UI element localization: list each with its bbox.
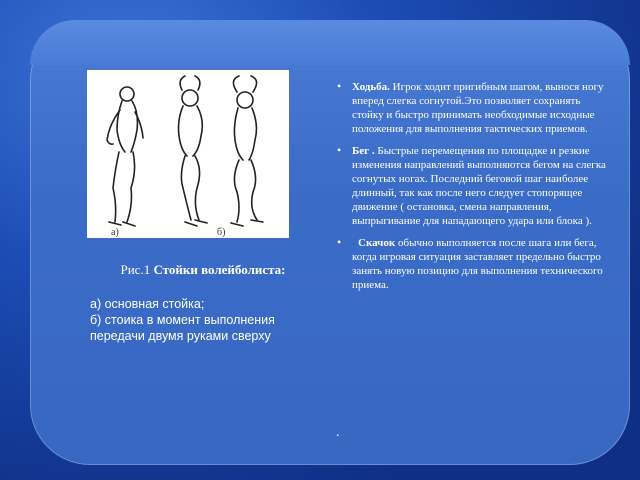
bullet-term: Ходьба.: [352, 81, 390, 93]
stray-dot: .: [336, 425, 340, 440]
caption-prefix: Рис.1: [120, 262, 154, 277]
panel-header-band: [30, 20, 630, 65]
caption-items: [90, 296, 310, 344]
bullet-text: обычно выполняется после шага или бега, когда игровая ситуация заставляет предельно быстро занять новую позицию для выполнения технического приема.: [352, 237, 603, 291]
bullet-icon: •: [337, 235, 342, 249]
caption-title: [90, 262, 310, 278]
caption-item-a: а) основная стойка;: [90, 297, 205, 311]
bullet-running: [335, 144, 607, 228]
figure-label-b: б): [217, 227, 226, 238]
caption-item-b: б) стоика в момент выполнения передачи двумя руками сверху: [90, 313, 275, 343]
bullet-list: [335, 80, 607, 300]
caption-title-bold: Стойки волейболиста:: [153, 262, 286, 277]
bullet-term: Бег .: [352, 145, 375, 157]
bullet-icon: •: [337, 79, 342, 93]
player-sketch-image: [87, 70, 289, 238]
volleyball-stance-figure: [87, 70, 289, 238]
bullet-walking: [335, 80, 607, 136]
bullet-icon: •: [337, 143, 342, 157]
bullet-term: Скачок: [358, 237, 396, 249]
bullet-jump: [335, 236, 607, 292]
figure-label-a: а): [111, 227, 119, 238]
bullet-text: Быстрые перемещения по площадке и резкие изменения направлений выполняются бегом на слегка согнутых ногах. Последний беговой шаг наиболее длинный, так как после него следует стопорящее движение ( остановка, смена направления, выпрыгивание для нападающего удара или блока ).: [352, 145, 606, 227]
figure-caption: [90, 262, 310, 344]
bullet-text: Игрок ходит пригибным шагом, вынося ногу вперед слегка согнутой.Это позволяет сохранять стойку и быстро принимать необходимые исходные положения для выполнения тактических приемов.: [352, 81, 604, 135]
